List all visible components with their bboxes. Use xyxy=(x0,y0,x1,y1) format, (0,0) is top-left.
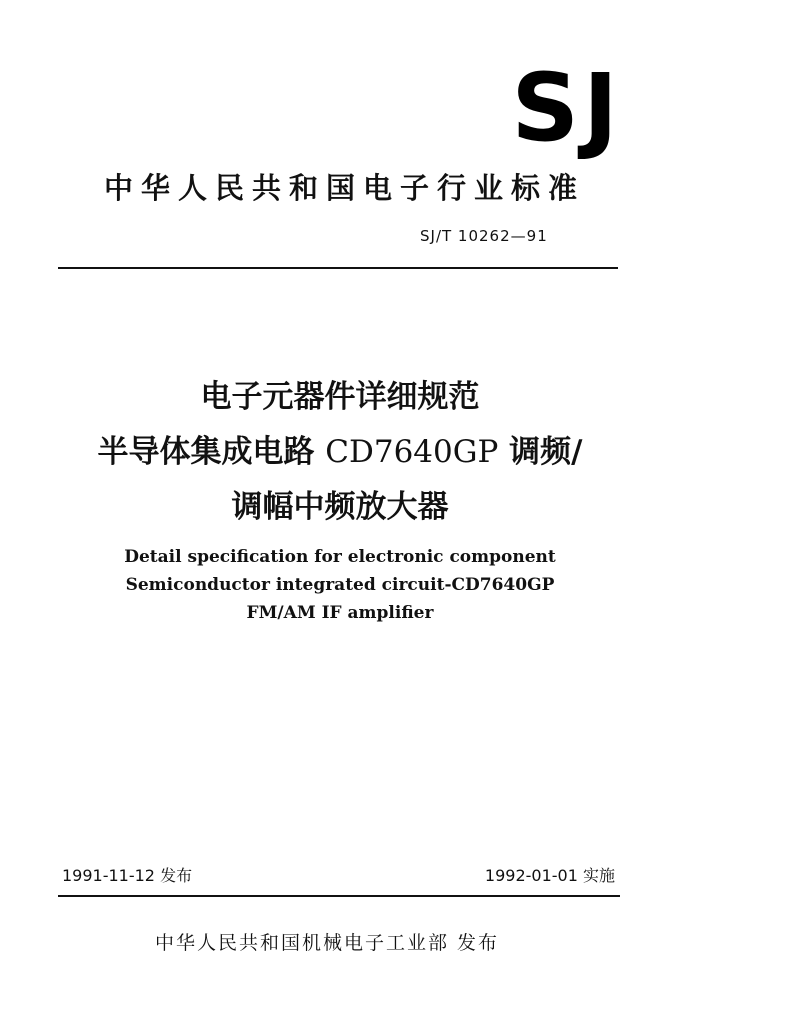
effective-date: 1992-01-01 实施 xyxy=(484,866,615,885)
chinese-title-line-1: 电子元器件详细规范 xyxy=(200,379,480,415)
issue-date: 1991-11-12 发布 xyxy=(62,866,193,885)
bottom-divider xyxy=(58,895,620,897)
english-title xyxy=(40,543,640,627)
english-title-line-3: FM/AM IF amplifier xyxy=(246,603,434,623)
industry-standard-heading: 中华人民共和国电子行业标准 xyxy=(104,171,586,205)
english-title-line-2: Semiconductor integrated circuit-CD7640GP xyxy=(125,575,555,595)
chinese-title-line-2 xyxy=(40,425,640,480)
issuing-authority: 中华人民共和国机械电子工业部 发布 xyxy=(155,932,500,954)
chinese-title xyxy=(40,370,640,535)
english-title-line-1: Detail specification for electronic component xyxy=(124,547,556,567)
chinese-title-line-3: 调幅中频放大器 xyxy=(231,489,449,525)
standard-number: SJ/T 10262—91 xyxy=(420,227,548,245)
top-divider xyxy=(58,267,618,269)
chinese-title-line-2-prefix: 半导体集成电路 xyxy=(97,434,326,470)
sj-logo: SJ xyxy=(511,54,622,163)
chinese-title-model: CD7640GP xyxy=(325,434,499,470)
chinese-title-line-2-suffix: 调频/ xyxy=(498,434,583,470)
